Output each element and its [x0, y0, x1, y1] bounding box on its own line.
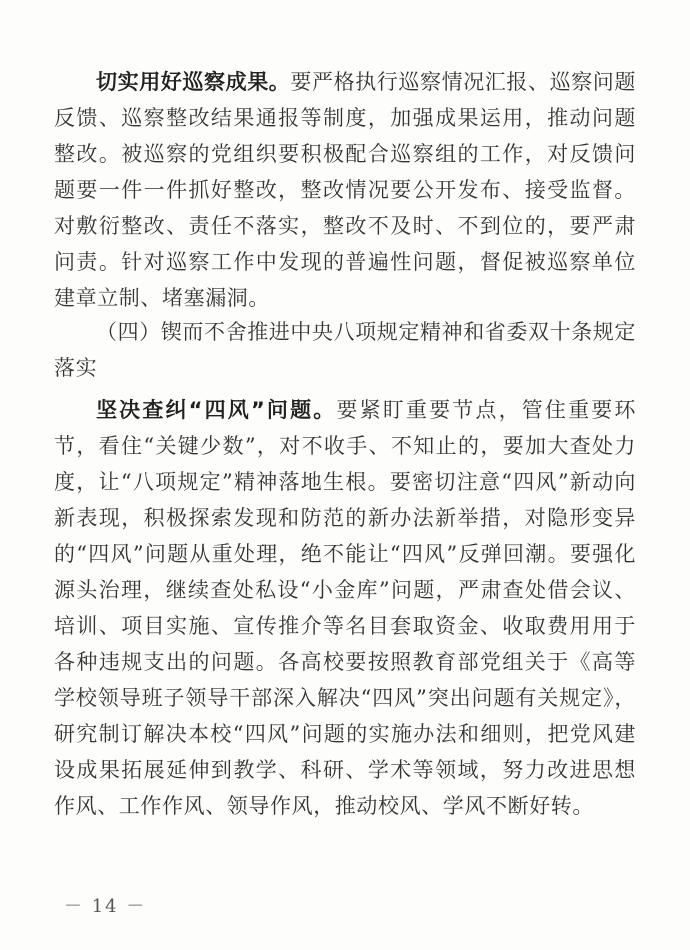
page-number: － 14 －: [64, 896, 147, 917]
paragraph-four-winds: [54, 392, 636, 824]
paragraph-bold-lead: 切实用好巡察成果。: [96, 70, 291, 94]
paragraph-text: 要紧盯重要节点，管住重要环节，看住“关键少数”，对不收手、不知止的，要加大查处力度，让“八项规定”精神落地生根。要密切注意“四风”新动向新表现，积极探索发现和防范的新办法新举措，对隐形变异的“四风”问题从重处理，绝不能让“四风”反弹回潮。要强化源头治理，继续查处私设“小金库”问题，严肃查处借会议、培训、项目实施、宣传推介等名目套取资金、收取费用用于各种违规支出的问题。各高校要按照教育部党组关于《高等学校领导班子领导干部深入解决“四风”突出问题有关规定》，研究制订解决本校“四风”问题的实施办法和细则，把党风建设成果拓展延伸到教学、科研、学术等领域，努力改进思想作风、工作作风、领导作风，推动校风、学风不断好转。: [54, 398, 636, 818]
paragraph-inspection-results: [54, 64, 636, 316]
paragraph-text: 要严格执行巡察情况汇报、巡察问题反馈、巡察整改结果通报等制度，加强成果运用，推动问题整改。被巡察的党组织要积极配合巡察组的工作，对反馈问题要一件一件抓好整改，整改情况要公开发布、接受监督。对敷衍整改、责任不落实，整改不及时、不到位的，要严肃问责。针对巡察工作中发现的普遍性问题，督促被巡察单位建章立制、堵塞漏洞。: [54, 70, 637, 310]
paragraph-body: [54, 392, 636, 824]
section-heading-text: （四）锲而不舍推进中央八项规定精神和省委双十条规定落实: [54, 320, 636, 380]
section-heading: [54, 314, 636, 386]
paragraph-body: [54, 64, 636, 316]
paragraph-bold-lead: 坚决查纠“四风”问题。: [96, 398, 337, 422]
